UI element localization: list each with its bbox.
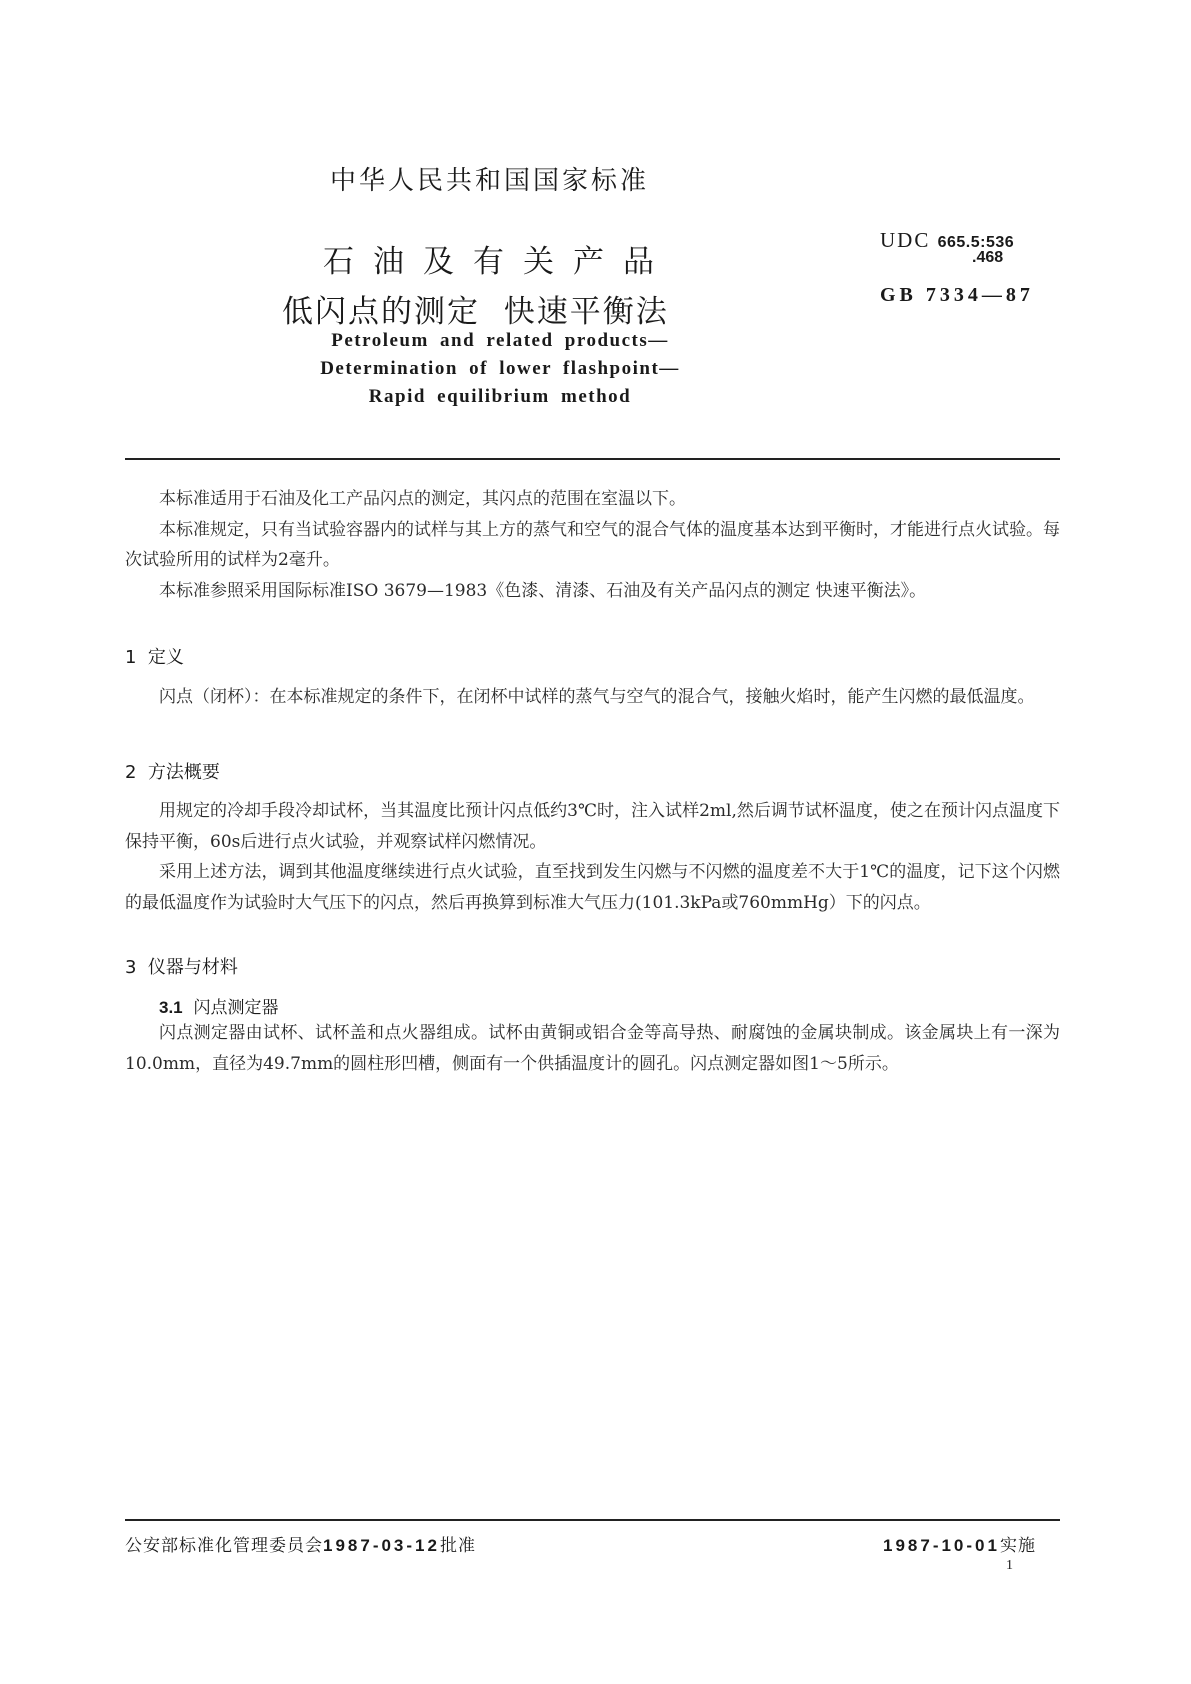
section-3-1-body xyxy=(125,1018,1060,1079)
section-2-paragraph-2: 采用上述方法，调到其他温度继续进行点火试验，直至找到发生闪燃与不闪燃的温度差不大于1℃的温度，记下这个闪燃的最低温度作为试验时大气压下的闪点，然后再换算到标准大气压力(101.3kPa或760mmHg）下的闪点。 xyxy=(125,862,1060,913)
intro-paragraph-1: 本标准适用于石油及化工产品闪点的测定，其闪点的范围在室温以下。 xyxy=(159,489,686,509)
section-3-1-title: 闪点测定器 xyxy=(193,998,279,1018)
standard-org-title: 中华人民共和国国家标准 xyxy=(330,166,650,196)
section-1-paragraph: 闪点（闭杯）：在本标准规定的条件下，在闭杯中试样的蒸气与空气的混合气，接触火焰时，能产生闪燃的最低温度。 xyxy=(159,687,1035,707)
page-number: 1 xyxy=(1006,1558,1013,1573)
approval-suffix: 批准 xyxy=(439,1536,476,1556)
approval-date: 1987-03-12 xyxy=(323,1536,440,1555)
approval-org: 公安部标准化管理委员会 xyxy=(125,1536,323,1556)
udc-code-2: .468 xyxy=(972,249,1004,266)
title-zh-line1: 石油及有关产品 xyxy=(323,244,673,280)
section-2-paragraph-1: 用规定的冷却手段冷却试杯，当其温度比预计闪点低约3℃时，注入试样2ml,然后调节试杯温度，使之在预计闪点温度下保持平衡，60s后进行点火试验，并观察试样闪燃情况。 xyxy=(125,801,1060,852)
section-2-heading: 2 方法概要 xyxy=(125,762,220,783)
section-1-body xyxy=(125,682,1060,713)
title-zh-line2: 低闪点的测定 快速平衡法 xyxy=(282,294,669,330)
udc-code-1: 665.5:536 xyxy=(937,234,1015,251)
section-3-1-number: 3.1 xyxy=(159,998,183,1017)
section-3-heading: 3 仪器与材料 xyxy=(125,957,238,978)
section-1-heading: 1 定义 xyxy=(125,647,184,668)
gb-number: GB 7334—87 xyxy=(880,284,1034,306)
header-divider xyxy=(125,458,1060,460)
intro-paragraph-2: 本标准规定，只有当试验容器内的试样与其上方的蒸气和空气的混合气体的温度基本达到平衡时，才能进行点火试验。每次试验所用的试样为2毫升。 xyxy=(125,519,1060,570)
intro-paragraph-3: 本标准参照采用国际标准ISO 3679—1983《色漆、清漆、石油及有关产品闪点的测定 快速平衡法》。 xyxy=(159,580,927,601)
approval-line xyxy=(125,1531,476,1556)
section-3-1-paragraph: 闪点测定器由试杯、试杯盖和点火器组成。试杯由黄铜或铝合金等高导热、耐腐蚀的金属块制成。该金属块上有一深为10.0mm，直径为49.7mm的圆柱形凹槽，侧面有一个供插温度计的圆孔。闪点测定器如图1～5所示。 xyxy=(125,1023,1060,1074)
section-3-1-heading xyxy=(159,993,278,1018)
effective-line xyxy=(883,1531,1036,1556)
intro-block xyxy=(125,484,1060,606)
footer-divider xyxy=(125,1519,1060,1521)
udc-label: UDC xyxy=(880,228,931,252)
effective-suffix: 实施 xyxy=(999,1536,1036,1556)
effective-date: 1987-10-01 xyxy=(883,1536,1000,1555)
title-en-line1: Petroleum and related products— xyxy=(331,330,669,351)
section-2-body xyxy=(125,796,1060,918)
title-en-line2: Determination of lower flashpoint— xyxy=(320,358,680,379)
title-en-line3: Rapid equilibrium method xyxy=(368,386,632,407)
